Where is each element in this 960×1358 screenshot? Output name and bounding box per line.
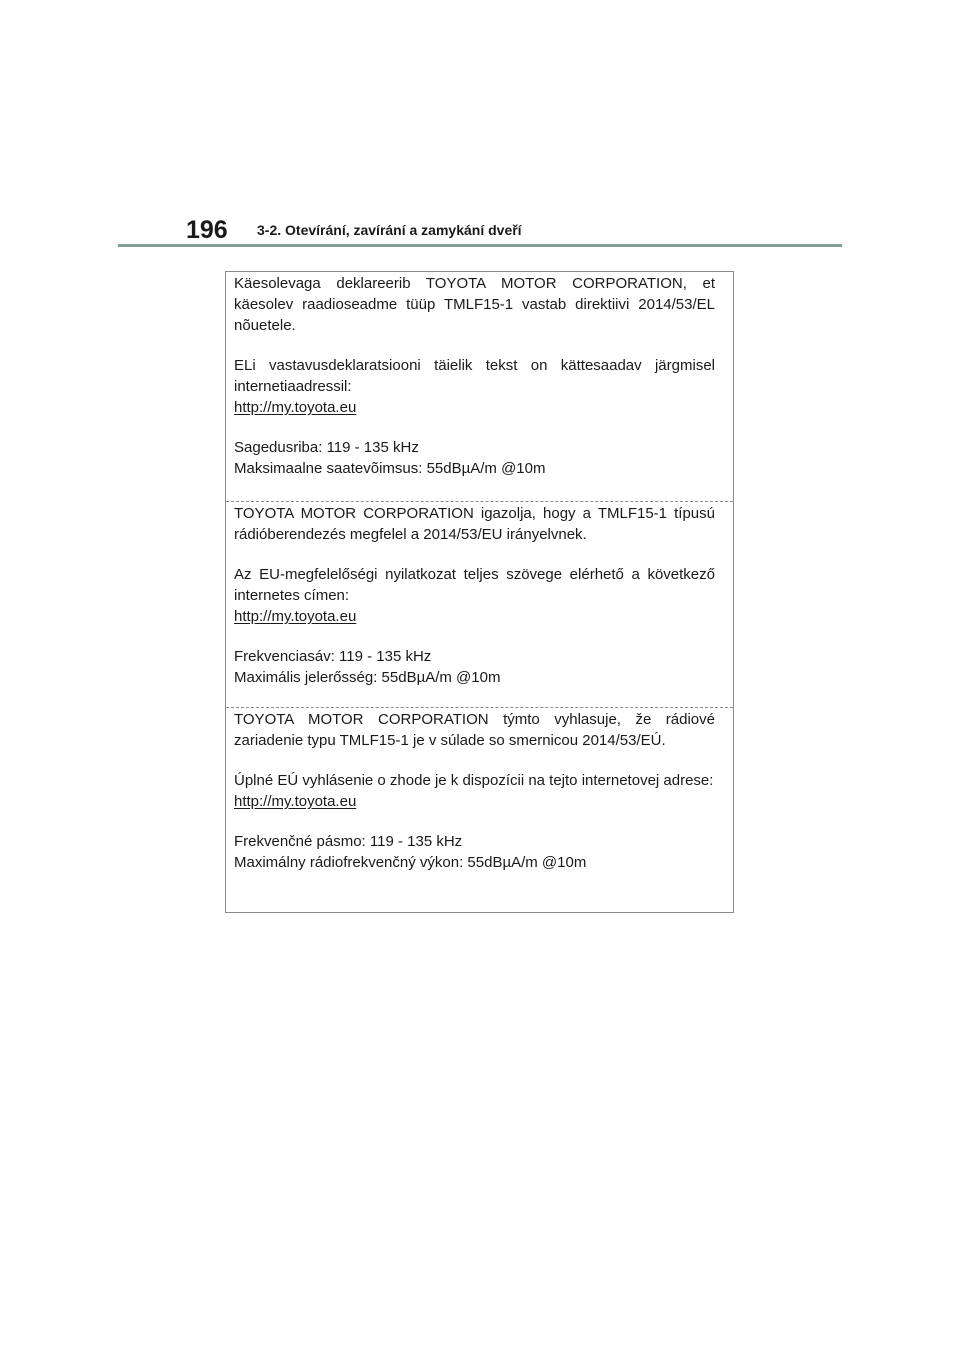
header-divider bbox=[118, 244, 842, 247]
section-title: 3-2. Otevírání, zavírání a zamykání dveří bbox=[257, 222, 522, 238]
declaration-url-link[interactable]: http://my.toyota.eu bbox=[234, 399, 357, 416]
max-power: Maximálny rádiofrekvenčný výkon: 55dBµA/m @10m bbox=[234, 854, 587, 871]
declaration-statement: TOYOTA MOTOR CORPORATION igazolja, hogy a TMLF15-1 típusú rádióberendezés megfelel a 2014/53/EU irányelvnek. bbox=[234, 505, 715, 543]
declaration-availability: Úplné EÚ vyhlásenie o zhode je k dispozícii na tejto internetovej adrese: bbox=[234, 772, 714, 789]
declaration-url-link[interactable]: http://my.toyota.eu bbox=[234, 793, 357, 810]
declaration-estonian bbox=[226, 272, 733, 501]
declaration-slovak bbox=[226, 707, 733, 913]
declaration-availability: ELi vastavusdeklaratsiooni täielik tekst on kättesaadav järgmisel internetiaadressil: bbox=[234, 357, 715, 395]
max-power: Maksimaalne saatevõimsus: 55dBµA/m @10m bbox=[234, 460, 546, 477]
declaration-statement: TOYOTA MOTOR CORPORATION týmto vyhlasuje, že rádiové zariadenie typu TMLF15-1 je v súlade so smernicou 2014/53/EÚ. bbox=[234, 711, 715, 749]
page-header bbox=[186, 215, 846, 245]
declaration-statement: Käesolevaga deklareerib TOYOTA MOTOR CORPORATION, et käesolev raadioseadme tüüp TMLF15-1 vastab direktiivi 2014/53/EL nõuetele. bbox=[234, 275, 715, 334]
declaration-box bbox=[225, 271, 734, 913]
declaration-url-link[interactable]: http://my.toyota.eu bbox=[234, 608, 357, 625]
frequency-band: Sagedusriba: 119 - 135 kHz bbox=[234, 439, 419, 456]
frequency-band: Frekvenčné pásmo: 119 - 135 kHz bbox=[234, 833, 463, 850]
max-power: Maximális jelerősség: 55dBµA/m @10m bbox=[234, 669, 501, 686]
frequency-band: Frekvenciasáv: 119 - 135 kHz bbox=[234, 648, 432, 665]
declaration-hungarian bbox=[226, 501, 733, 707]
page-number: 196 bbox=[186, 216, 228, 244]
declaration-availability: Az EU-megfelelőségi nyilatkozat teljes szövege elérhető a következő internetes címen: bbox=[234, 566, 715, 604]
